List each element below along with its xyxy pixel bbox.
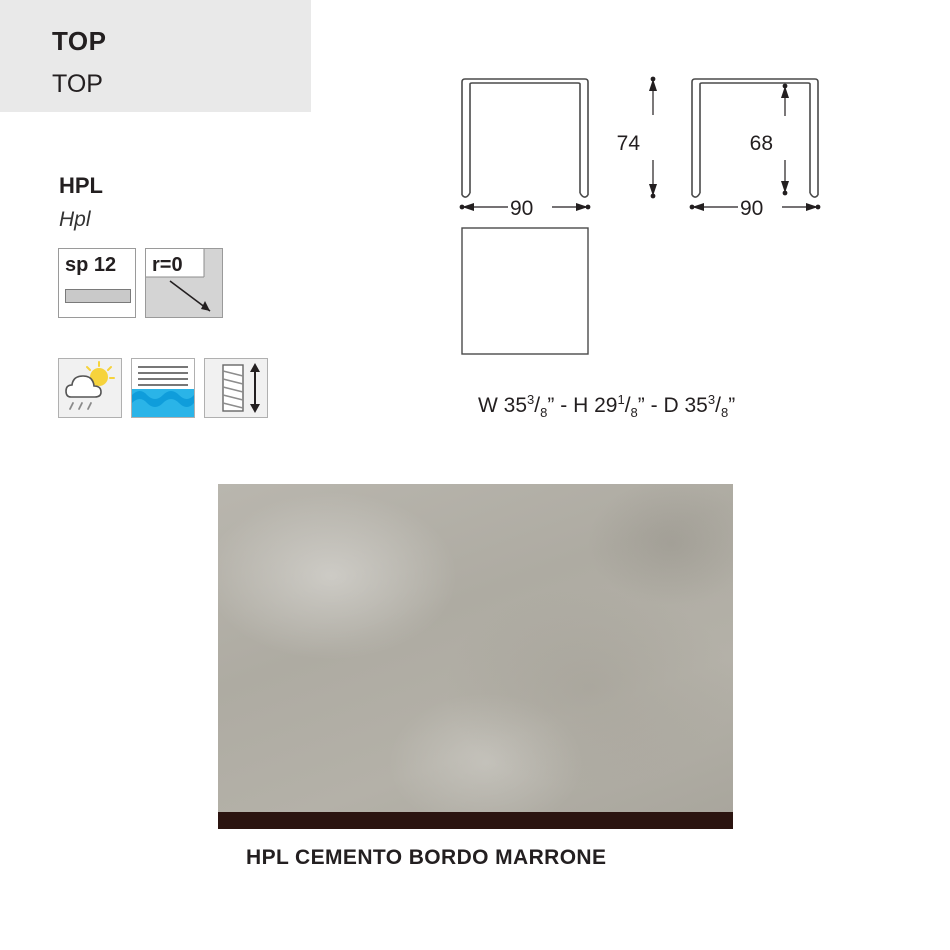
inner-height-dimension (781, 84, 789, 196)
dim-sep-1: - (560, 394, 568, 417)
dim-d-num: 3 (707, 392, 716, 407)
dim-h-inch: ” (637, 394, 645, 417)
dim-w-inch: ” (547, 394, 555, 417)
screw-fixing-icon (204, 358, 268, 418)
dim-d-whole: 35 (684, 394, 708, 417)
dim-d-fraction: $^3/_8$ (707, 392, 729, 421)
page-subtitle: TOP (52, 70, 103, 98)
top-view-square (462, 228, 588, 354)
swatch-caption: HPL CEMENTO BORDO MARRONE (246, 846, 607, 869)
dim-w-den: 8 (540, 405, 548, 421)
dim-h-whole: 29 (594, 394, 618, 417)
dim-w-fraction: $^3/_8$ (527, 392, 548, 421)
total-height-dimension (649, 77, 657, 199)
dim-w-num: 3 (527, 392, 535, 407)
dim-h-den: 8 (630, 405, 638, 421)
water-resistant-icon (131, 358, 195, 418)
weather-resistant-icon (58, 358, 122, 418)
swatch-edge-band (218, 812, 733, 829)
dim-h-label: H (573, 394, 589, 417)
slab-profile-icon (65, 289, 131, 303)
header-block (0, 0, 311, 112)
swatch-surface (218, 484, 733, 812)
corner-arrow-icon (146, 249, 224, 319)
material-name: HPL (59, 173, 103, 198)
front-view (462, 79, 588, 197)
dim-d-label: D (663, 394, 679, 417)
spec-radius-box (145, 248, 223, 318)
dim-h-num: 1 (617, 392, 625, 407)
inner-height-value: 68 (749, 132, 773, 155)
technical-drawings (440, 60, 880, 380)
page-title: TOP (52, 26, 107, 56)
material-name-italic: Hpl (59, 208, 91, 231)
dim-d-inch: ” (728, 394, 736, 417)
dim-sep-2: - (650, 394, 658, 417)
dim-w-label: W (478, 394, 498, 417)
total-height-value: 74 (616, 132, 640, 155)
material-swatch (218, 484, 733, 829)
spec-thickness-label: sp 12 (65, 254, 117, 276)
side-width-value: 90 (740, 197, 764, 220)
dim-d-den: 8 (720, 405, 729, 421)
dim-w-whole: 35 (503, 394, 528, 417)
spec-thickness-box (58, 248, 136, 318)
dimensions-inches-line (478, 392, 735, 420)
spec-radius-label: r=0 (152, 254, 183, 276)
dim-h-fraction: $^1/_8$ (617, 392, 638, 421)
front-width-value: 90 (510, 197, 534, 220)
